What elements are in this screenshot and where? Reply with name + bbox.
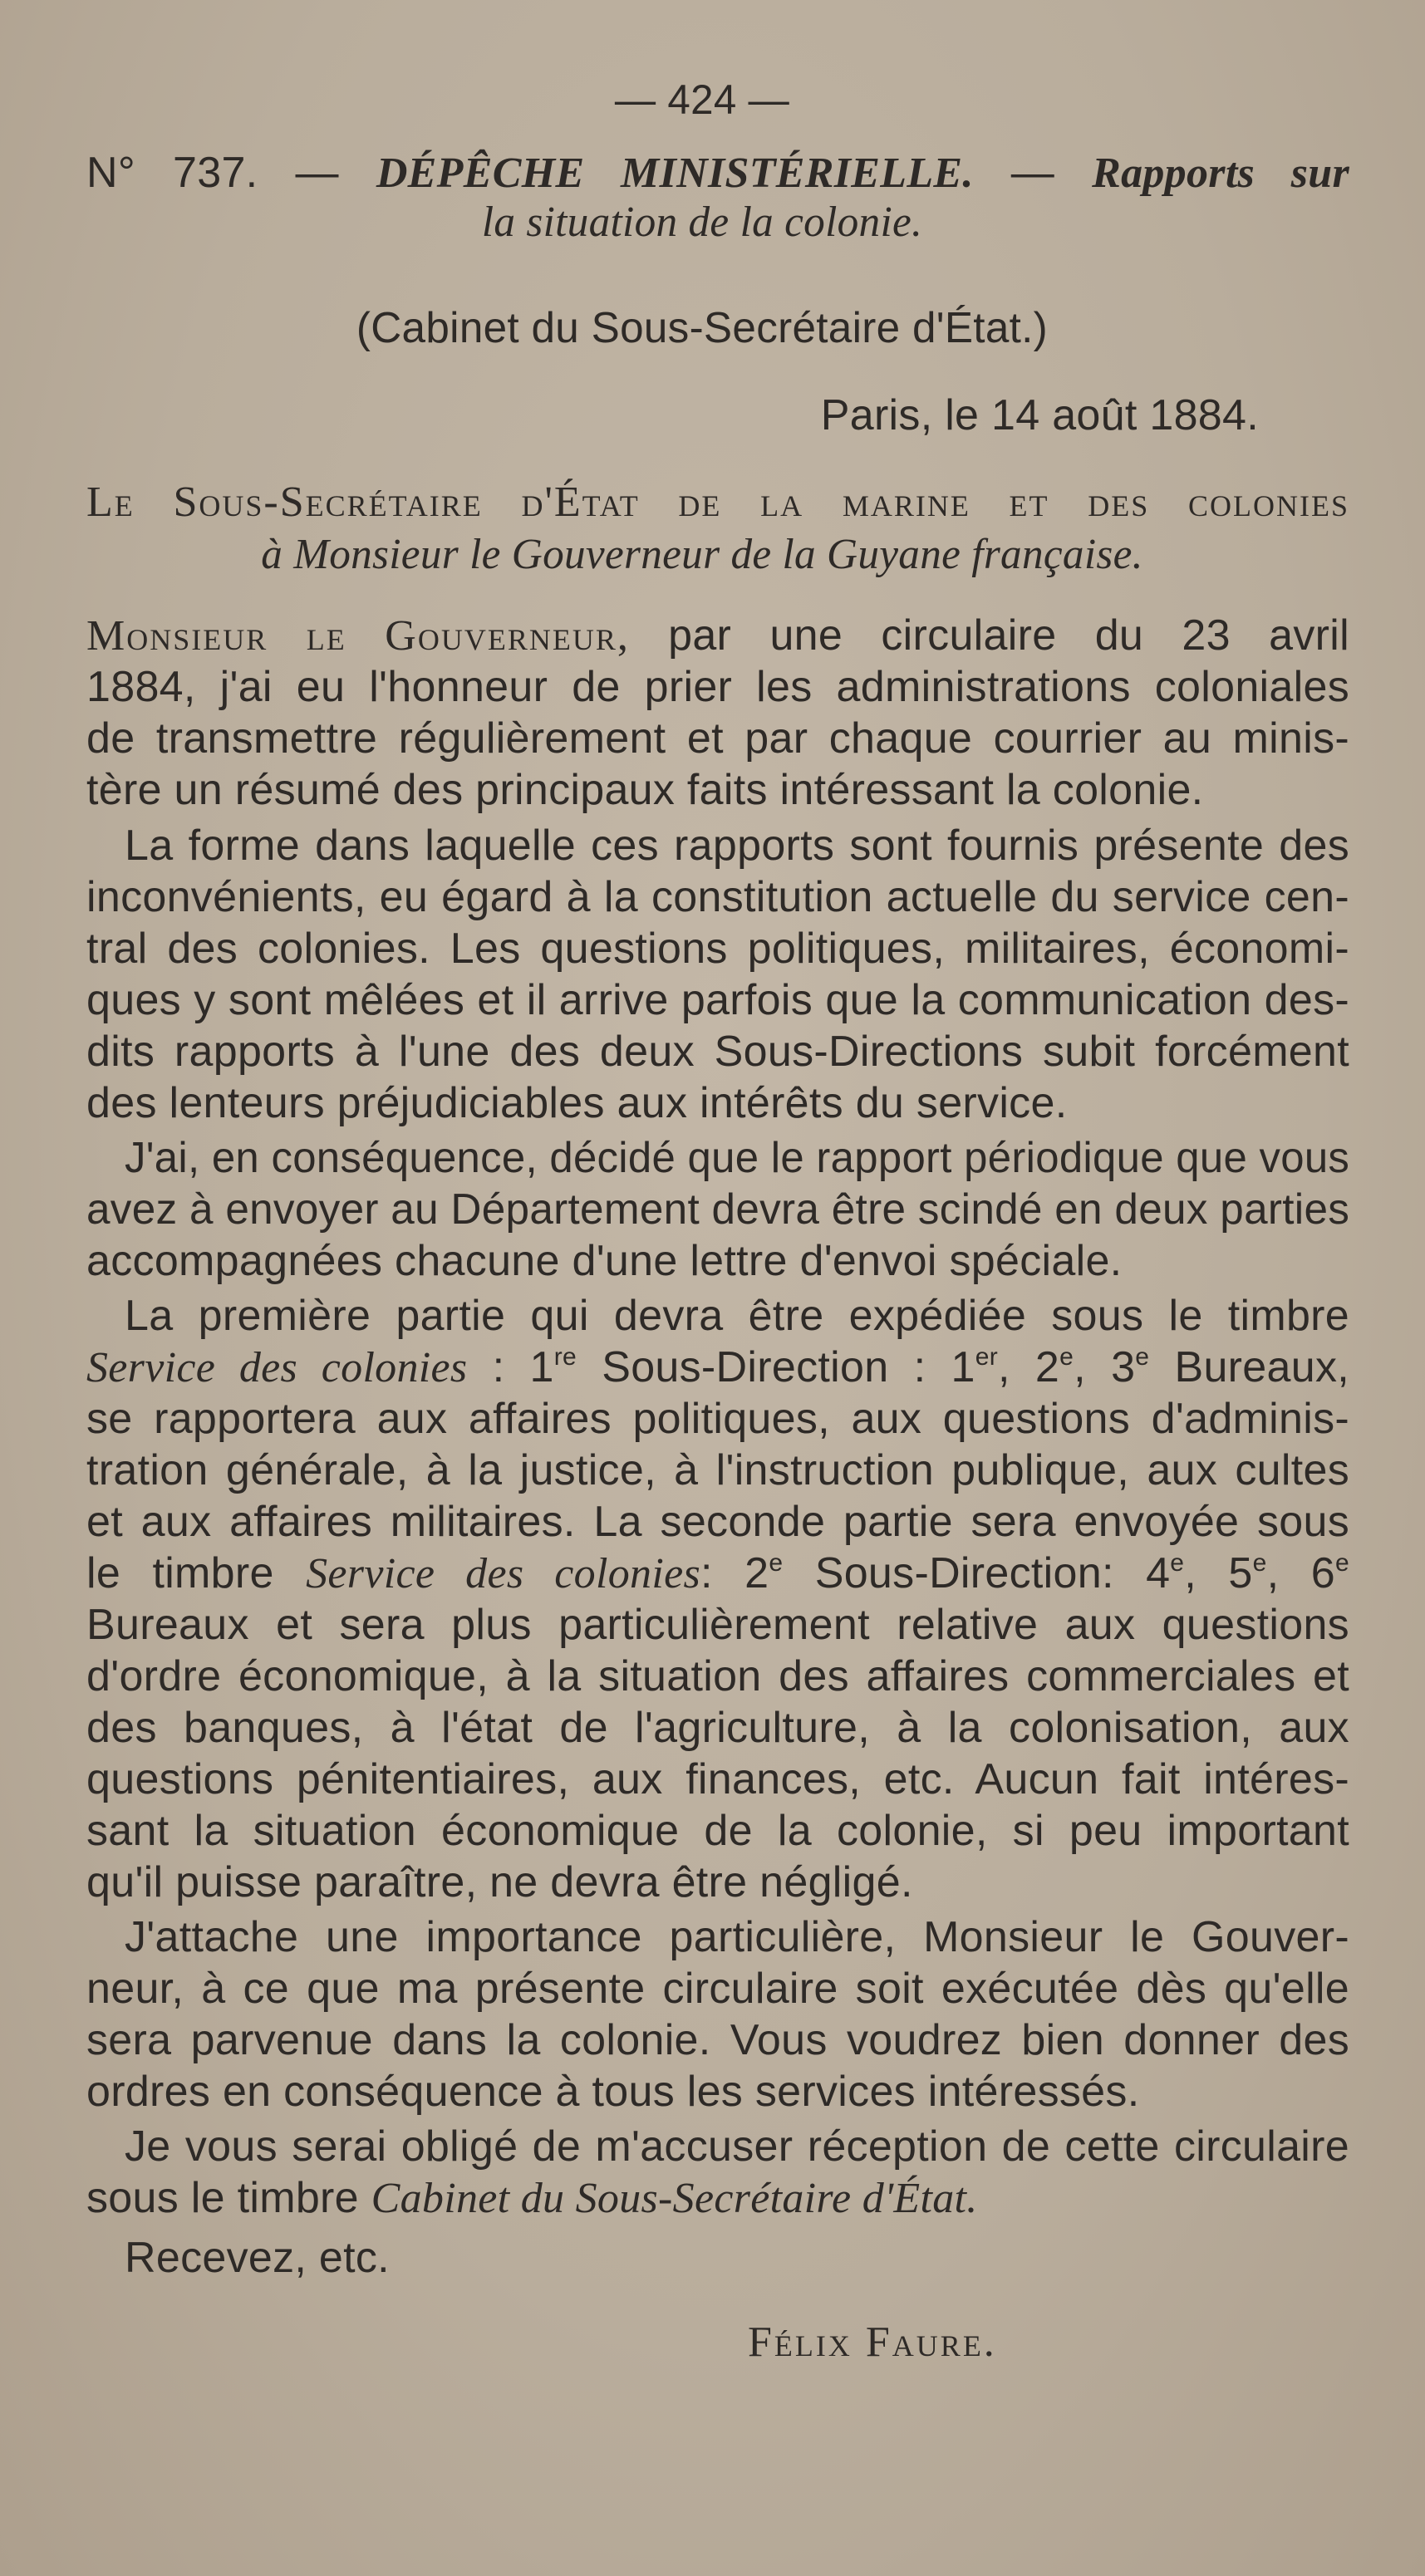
- stamp-name: Service des colonies: [306, 1550, 700, 1597]
- ordinal-suffix: re: [553, 1343, 577, 1371]
- stamp-name: Cabinet du Sous-Secrétaire d'État.: [371, 2175, 978, 2222]
- text-fragment: , 6: [1266, 1549, 1336, 1597]
- paragraph-5-line-3: sera parvenue dans la colonie. Vous voudrez bien donner des: [86, 2016, 1349, 2064]
- paragraph-2-line-2: inconvénients, eu égard à la constitution actuelle du service cen-: [86, 873, 1349, 921]
- text-fragment: le timbre: [86, 1549, 307, 1597]
- text-fragment: : 2: [700, 1549, 769, 1597]
- paragraph-4-line-12: qu'il puisse paraître, ne devra être négligé.: [86, 1858, 913, 1906]
- paragraph-6-line-1: Je vous serai obligé de m'accuser réception de cette circulaire: [125, 2122, 1349, 2171]
- text-fragment: : 1: [467, 1343, 554, 1391]
- ordinal-suffix: er: [975, 1343, 999, 1371]
- text-fragment: , 3: [1074, 1343, 1136, 1391]
- document-number: N° 737. —: [86, 149, 376, 197]
- heading-dash: —: [973, 149, 1093, 197]
- document-heading: [86, 148, 1349, 199]
- paragraph-1-line-3: de transmettre régulièrement et par chaque courrier au minis-: [86, 714, 1349, 763]
- cabinet-line: (Cabinet du Sous-Secrétaire d'État.): [356, 304, 1049, 352]
- ordinal-suffix: e: [1252, 1549, 1267, 1577]
- ordinal-suffix: e: [1170, 1549, 1185, 1577]
- paragraph-4-line-6: [86, 1548, 1349, 1599]
- stamp-name: Service des colonies: [86, 1344, 468, 1391]
- paragraph-2-line-1: La forme dans laquelle ces rapports sont fournis présente des: [125, 822, 1349, 870]
- paragraph-5-line-2: neur, à ce que ma présente circulaire soit exécutée dès qu'elle: [86, 1965, 1349, 2013]
- text-fragment: Bureaux,: [1149, 1343, 1349, 1391]
- paragraph-4-line-3: se rapportera aux affaires politiques, aux questions d'adminis-: [86, 1395, 1349, 1443]
- closing-formula: Recevez, etc.: [125, 2234, 390, 2282]
- paragraph-5-line-4: ordres en conséquence à tous les services intéressés.: [86, 2068, 1140, 2116]
- ordinal-suffix: e: [1335, 1549, 1350, 1577]
- paragraph-4-line-2: [86, 1342, 1349, 1393]
- paragraph-1-line-2: 1884, j'ai eu l'honneur de prier les administrations coloniales: [86, 663, 1349, 711]
- paragraph-6-line-2: [86, 2173, 978, 2224]
- paragraph-4-line-9: des banques, à l'état de l'agriculture, à la colonisation, aux: [86, 1704, 1349, 1752]
- signature: Félix Faure.: [748, 2318, 997, 2366]
- paragraph-4-line-5: et aux affaires militaires. La seconde partie sera envoyée sous: [86, 1498, 1349, 1546]
- text-fragment: Sous-Direction: 4: [783, 1549, 1171, 1597]
- paragraph-4-line-1: La première partie qui devra être expédiée sous le timbre: [125, 1292, 1349, 1340]
- paragraph-4-line-8: d'ordre économique, à la situation des affaires commerciales et: [86, 1652, 1349, 1700]
- text-fragment: Sous-Direction : 1: [577, 1343, 975, 1391]
- document-subject: Rapports sur: [1092, 150, 1349, 197]
- document-type: DÉPÊCHE MINISTÉRIELLE.: [376, 150, 974, 197]
- ordinal-suffix: e: [769, 1549, 784, 1577]
- paragraph-5-line-1: J'attache une importance particulière, Monsieur le Gouver-: [125, 1913, 1349, 1961]
- text-line: par une circulaire du 23 avril: [668, 611, 1349, 660]
- dateline: Paris, le 14 août 1884.: [820, 391, 1259, 439]
- paragraph-2-line-4: ques y sont mêlées et il arrive parfois que la communication des-: [86, 976, 1349, 1024]
- paragraph-2-line-5: dits rapports à l'une des deux Sous-Directions subit forcément: [86, 1028, 1349, 1076]
- text-fragment: , 5: [1184, 1549, 1253, 1597]
- paragraph-3-line-2: avez à envoyer au Département devra être scindé en deux parties: [86, 1185, 1350, 1234]
- salutation: Monsieur le Gouverneur,: [86, 612, 630, 660]
- ordinal-suffix: e: [1059, 1343, 1074, 1371]
- paragraph-2-line-6: des lenteurs préjudiciables aux intérêts du service.: [86, 1079, 1068, 1127]
- paragraph-4-line-7: Bureaux et sera plus particulièrement relative aux questions: [86, 1601, 1349, 1649]
- paragraph-1-line-1: [86, 611, 1349, 661]
- page-number: — 424 —: [614, 76, 790, 123]
- paragraph-3-line-1: J'ai, en conséquence, décidé que le rapport périodique que vous: [125, 1134, 1350, 1182]
- sender-line: Le Sous-Secrétaire d'État de la marine et des colonies: [86, 478, 1349, 526]
- document-subject-continued: la situation de la colonie.: [481, 199, 923, 246]
- paragraph-3-line-3: accompagnées chacune d'une lettre d'envoi spéciale.: [86, 1237, 1123, 1285]
- recipient-line: à Monsieur le Gouverneur de la Guyane française.: [261, 531, 1143, 578]
- paragraph-2-line-3: tral des colonies. Les questions politiques, militaires, économi-: [86, 925, 1349, 973]
- text-fragment: , 2: [998, 1343, 1060, 1391]
- paragraph-4-line-11: sant la situation économique de la colonie, si peu important: [86, 1807, 1349, 1855]
- paragraph-4-line-4: tration générale, à la justice, à l'instruction publique, aux cultes: [86, 1446, 1349, 1494]
- paragraph-1-line-4: tère un résumé des principaux faits intéressant la colonie.: [86, 766, 1204, 814]
- ordinal-suffix: e: [1135, 1343, 1150, 1371]
- paragraph-4-line-10: questions pénitentiaires, aux finances, etc. Aucun fait intéres-: [86, 1755, 1349, 1803]
- text-fragment: sous le timbre: [86, 2174, 371, 2222]
